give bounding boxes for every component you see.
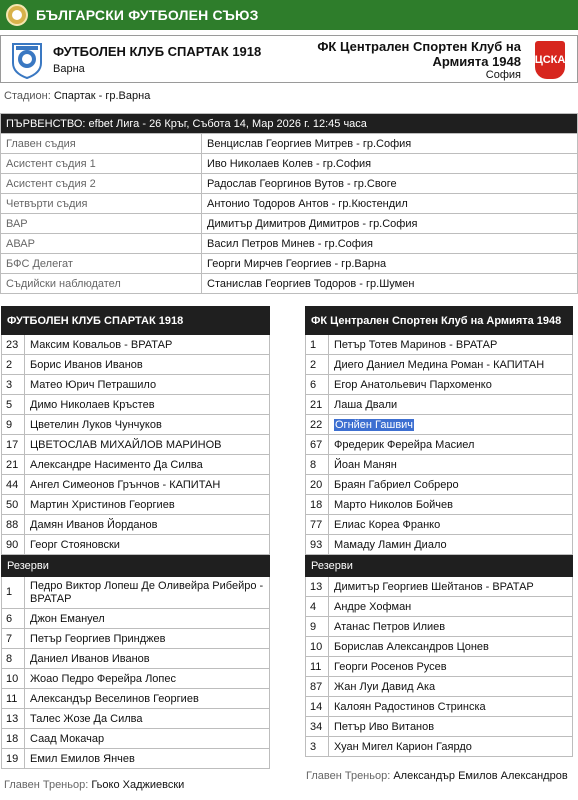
player-number: 14 [306,697,329,717]
official-name: Радослав Георгинов Вутов - гр.Своге [202,174,578,194]
home-coach [4,779,184,791]
player-row [2,535,270,555]
player-name: Андре Хофман [329,597,573,617]
player-name [25,577,270,609]
player-name: Марто Николов Бойчев [329,495,573,515]
player-number: 3 [306,737,329,757]
player-name: Димо Николаев Кръстев [25,395,270,415]
away-team-header [306,307,573,335]
player-row [306,535,573,555]
player-number: 9 [306,617,329,637]
player-number: 7 [2,629,25,649]
official-row [1,234,578,254]
official-role: Четвърти съдия [1,194,202,214]
player-row [2,689,270,709]
player-name: Петър Тотев Маринов - ВРАТАР [329,335,573,355]
player-name: Диего Даниел Медина Роман - КАПИТАН [329,355,573,375]
page-title: БЪЛГАРСКИ ФУТБОЛЕН СЪЮЗ [36,7,259,23]
player-row [2,729,270,749]
player-number: 20 [306,475,329,495]
official-role: Съдийски наблюдател [1,274,202,294]
player-name: Цветелин Луков Чунчуков [25,415,270,435]
player-name: Емил Емилов Янчев [25,749,270,769]
home-team-header [2,307,270,335]
away-coach [306,770,568,782]
player-name: Мартин Христинов Георгиев [25,495,270,515]
player-number: 34 [306,717,329,737]
player-row [2,515,270,535]
player-number: 17 [2,435,25,455]
home-team-city: Варна [53,63,85,75]
bfs-logo-icon [6,4,28,26]
player-name: Калоян Радостинов Стринска [329,697,573,717]
official-row [1,274,578,294]
player-row [306,335,573,355]
player-number: 13 [2,709,25,729]
player-row [2,609,270,629]
official-name: Станислав Георгиев Тодоров - гр.Шумен [202,274,578,294]
player-row [306,597,573,617]
official-role: Главен съдия [1,134,202,154]
player-name: Александре Насименто Да Силва [25,455,270,475]
away-reserves-header [306,555,573,577]
player-number: 8 [2,649,25,669]
player-row [306,455,573,475]
player-number: 10 [306,637,329,657]
player-row [2,455,270,475]
away-team-name [291,39,521,69]
player-row [2,669,270,689]
away-team-name-line1: ФК Централен Спортен Клуб на [317,39,521,54]
player-name: Егор Анатольевич Пархоменко [329,375,573,395]
official-role: Асистент съдия 2 [1,174,202,194]
official-role: Асистент съдия 1 [1,154,202,174]
player-name: Дамян Иванов Йорданов [25,515,270,535]
player-row [306,395,573,415]
player-name-line2: ВРАТАР [30,592,72,605]
competition-row [1,114,578,134]
player-name: Борислав Александров Цонев [329,637,573,657]
official-name: Димитър Димитров Димитров - гр.София [202,214,578,234]
home-team-name: ФУТБОЛЕН КЛУБ СПАРТАК 1918 [53,44,262,59]
home-reserves-header [2,555,270,577]
match-header [0,35,578,83]
player-name: Матео Юрич Петрашило [25,375,270,395]
player-row [2,649,270,669]
reserves-label: Резерви [2,555,270,577]
officials-table [0,113,578,294]
player-name: Йоан Манян [329,455,573,475]
player-number: 10 [2,669,25,689]
player-number: 1 [2,577,25,609]
player-name: Александър Веселинов Георгиев [25,689,270,709]
player-number: 9 [2,415,25,435]
official-row [1,214,578,234]
player-name-line1: Педро Виктор Лопеш Де Оливейра Рибейро - [30,579,264,592]
player-number: 11 [2,689,25,709]
player-number: 21 [2,455,25,475]
player-row [306,515,573,535]
player-number: 6 [2,609,25,629]
official-name: Васил Петров Минев - гр.София [202,234,578,254]
player-number: 87 [306,677,329,697]
official-role: АВАР [1,234,202,254]
player-number: 67 [306,435,329,455]
player-name: Петър Георгиев Принджев [25,629,270,649]
official-row [1,134,578,154]
player-row [306,697,573,717]
player-name: Лаша Двали [329,395,573,415]
player-name: Фредерик Ферейра Масиел [329,435,573,455]
player-row [2,749,270,769]
player-number: 19 [2,749,25,769]
player-row [2,475,270,495]
player-name [329,415,573,435]
player-row [306,637,573,657]
stadium-label: Стадион: [4,90,51,102]
player-number: 8 [306,455,329,475]
player-row [306,617,573,637]
player-number: 18 [2,729,25,749]
away-team-header-label: ФК Централен Спортен Клуб на Армията 1948 [306,307,573,335]
player-name: Георги Росенов Русев [329,657,573,677]
player-name: Даниел Иванов Иванов [25,649,270,669]
player-row [2,375,270,395]
player-row [2,629,270,649]
player-number: 21 [306,395,329,415]
official-role: БФС Делегат [1,254,202,274]
player-number: 90 [2,535,25,555]
stadium-value: Спартак - гр.Варна [53,90,151,102]
official-row [1,194,578,214]
player-number: 2 [306,355,329,375]
away-team-name-line2: Армията 1948 [432,54,521,69]
player-name: Браян Габриел Собреро [329,475,573,495]
official-name: Георги Мирчев Георгиев - гр.Варна [202,254,578,274]
official-name: Иво Николаев Колев - гр.София [202,154,578,174]
player-number: 77 [306,515,329,535]
player-row [2,415,270,435]
player-name: Димитър Георгиев Шейтанов - ВРАТАР [329,577,573,597]
coach-label: Главен Треньор: [4,779,89,791]
player-row [306,355,573,375]
player-number: 23 [2,335,25,355]
coach-name: Александър Емилов Александров [393,770,568,782]
player-name: Максим Ковальов - ВРАТАР [25,335,270,355]
player-name: Мамаду Ламин Диало [329,535,573,555]
player-row [306,577,573,597]
player-row [2,577,270,609]
competition-cell [1,114,578,134]
home-team-header-label: ФУТБОЛЕН КЛУБ СПАРТАК 1918 [2,307,270,335]
player-row [306,475,573,495]
player-name: Жоао Педро Ферейра Лопес [25,669,270,689]
player-name: Елиас Кореа Франко [329,515,573,535]
selected-text[interactable]: Огнйен Гашвич [335,418,414,431]
official-row [1,174,578,194]
player-number: 44 [2,475,25,495]
player-row [306,717,573,737]
player-number: 4 [306,597,329,617]
official-row [1,154,578,174]
competition-value: efbet Лига - 26 Кръг, Събота 14, Мар 2026 г. 12:45 часа [88,117,367,130]
away-team-city: София [485,69,521,81]
player-row [306,435,573,455]
player-name: Саад Мокачар [25,729,270,749]
player-row [2,395,270,415]
competition-label: ПЪРВЕНСТВО: [6,117,86,130]
official-name: Венцислав Георгиев Митрев - гр.София [202,134,578,154]
official-role: ВАР [1,214,202,234]
player-name: Джон Емануел [25,609,270,629]
player-number: 50 [2,495,25,515]
player-name: ЦВЕТОСЛАВ МИХАЙЛОВ МАРИНОВ [25,435,270,455]
player-name: Хуан Мигел Карион Гаярдо [329,737,573,757]
player-number: 3 [2,375,25,395]
player-number: 18 [306,495,329,515]
player-number: 93 [306,535,329,555]
player-row [306,737,573,757]
player-number: 6 [306,375,329,395]
coach-label: Главен Треньор: [306,770,391,782]
player-name: Борис Иванов Иванов [25,355,270,375]
player-row [306,495,573,515]
cska-crest-icon: ЦСКА [535,41,565,79]
player-name: Петър Иво Витанов [329,717,573,737]
player-name: Ангел Симеонов Грънчов - КАПИТАН [25,475,270,495]
player-name: Атанас Петров Илиев [329,617,573,637]
player-number: 13 [306,577,329,597]
reserves-label: Резерви [306,555,573,577]
coach-name: Гьоко Хаджиевски [91,779,185,791]
player-name: Талес Жозе Да Силва [25,709,270,729]
player-number: 11 [306,657,329,677]
player-row [2,709,270,729]
stadium-line [4,90,150,102]
away-lineup-table [305,306,573,757]
player-row [306,375,573,395]
player-number: 2 [2,355,25,375]
player-row [2,335,270,355]
top-bar [0,0,578,30]
spartak-crest-icon [10,41,44,79]
player-number: 22 [306,415,329,435]
official-name: Антонио Тодоров Антов - гр.Кюстендил [202,194,578,214]
player-row [306,415,573,435]
player-row [306,657,573,677]
player-row [306,677,573,697]
player-name: Жан Луи Давид Ака [329,677,573,697]
player-row [2,435,270,455]
player-row [2,355,270,375]
player-number: 88 [2,515,25,535]
player-number: 1 [306,335,329,355]
player-name: Георг Стояновски [25,535,270,555]
player-row [2,495,270,515]
player-number: 5 [2,395,25,415]
home-lineup-table [1,306,270,769]
official-row [1,254,578,274]
